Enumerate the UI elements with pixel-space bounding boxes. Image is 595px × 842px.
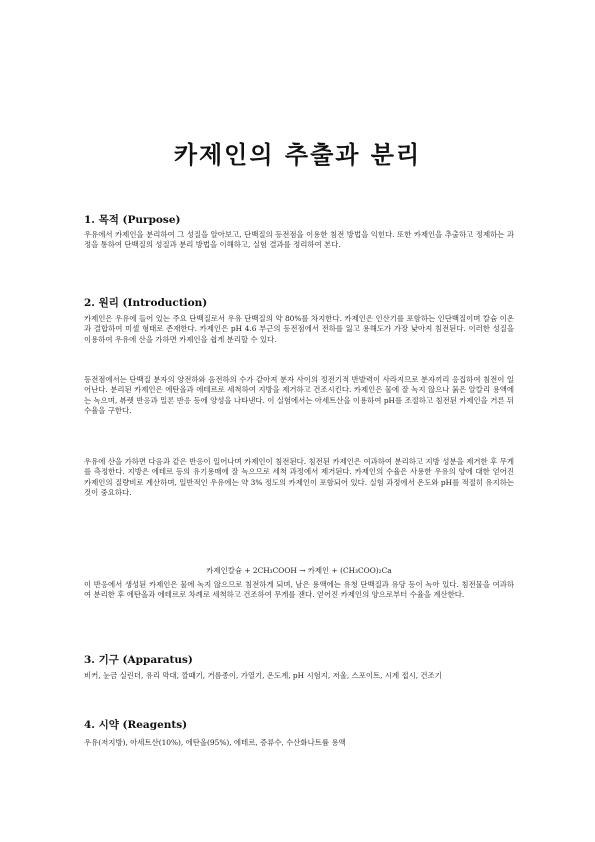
- paragraph-introduction-3: 우유에 산을 가하면 다음과 같은 반응이 일어나며 카제인이 침전된다. 침전된 카제인은 여과하여 분리하고 지방 성분을 제거한 후 무게를 측정한다. 지방은 에테르 등의 유기용매에 잘 녹으므로 세척 과정에서 제거된다. 카제인의 수율은 사용한 우유의 양에 대한 얻어진 카제인의 질량비로 계산하며, 일반적인 우유에는 약 3% 정도의 카제인이 포함되어 있다. 실험 과정에서 온도와 pH를 적절히 유지하는 것이 중요하다.: [84, 457, 514, 498]
- section-heading-purpose: 1. 목적 (Purpose): [84, 214, 181, 226]
- reaction-equation: 카제인칼슘 + 2CH₃COOH → 카제인 + (CH₃COO)₂Ca: [206, 566, 392, 575]
- paragraph-introduction-1: 카제인은 우유에 들어 있는 주요 단백질로서 우유 단백질의 약 80%를 차지한다. 카제인은 인산기를 포함하는 인단백질이며 칼슘 이온과 결합하여 미셀 형태로 존재한다. 카제인은 pH 4.6 부근의 등전점에서 전하를 잃고 용해도가 가장 낮아져 침전된다. 이러한 성질을 이용하여 우유에 산을 가하면 카제인을 쉽게 분리할 수 있다.: [84, 314, 514, 344]
- document-title: 카제인의 추출과 분리: [173, 140, 422, 169]
- section-heading-introduction: 2. 원리 (Introduction): [84, 297, 208, 309]
- paragraph-reagents: 우유(저지방), 아세트산(10%), 에탄올(95%), 에테르, 증류수, 수산화나트륨 용액: [84, 738, 346, 747]
- paragraph-apparatus: 비커, 눈금 실린더, 유리 막대, 깔때기, 거름종이, 가열기, 온도계, pH 시험지, 저울, 스포이트, 시계 접시, 건조기: [84, 671, 442, 680]
- paragraph-introduction-2: 등전점에서는 단백질 분자의 양전하와 음전하의 수가 같아져 분자 사이의 정전기적 반발력이 사라지므로 분자끼리 응집하여 침전이 일어난다. 분리된 카제인은 에탄올과 에테르로 세척하여 지방을 제거하고 건조시킨다. 카제인은 물에 잘 녹지 않으나 묽은 알칼리 용액에는 녹으며, 뷰렛 반응과 밀론 반응 등에 양성을 나타낸다. 이 실험에서는 아세트산을 이용하여 pH를 조절하고 침전된 카제인을 거른 뒤 수율을 구한다.: [84, 375, 514, 416]
- section-heading-apparatus: 3. 기구 (Apparatus): [84, 654, 193, 666]
- paragraph-after-equation: 이 반응에서 생성된 카제인은 물에 녹지 않으므로 침전하게 되며, 남은 용액에는 유청 단백질과 유당 등이 녹아 있다. 침전물을 여과하여 분리한 후 에탄올과 에테르로 차례로 세척하고 건조하여 무게를 잰다. 얻어진 카제인의 양으로부터 수율을 계산한다.: [84, 580, 514, 600]
- section-heading-reagents: 4. 시약 (Reagents): [84, 719, 188, 731]
- paragraph-purpose: 우유에서 카제인을 분리하여 그 성질을 알아보고, 단백질의 등전점을 이용한 침전 방법을 익힌다. 또한 카제인을 추출하고 정제하는 과정을 통하여 단백질의 성질과 분리 방법을 이해하고, 실험 결과를 정리하여 본다.: [84, 230, 514, 250]
